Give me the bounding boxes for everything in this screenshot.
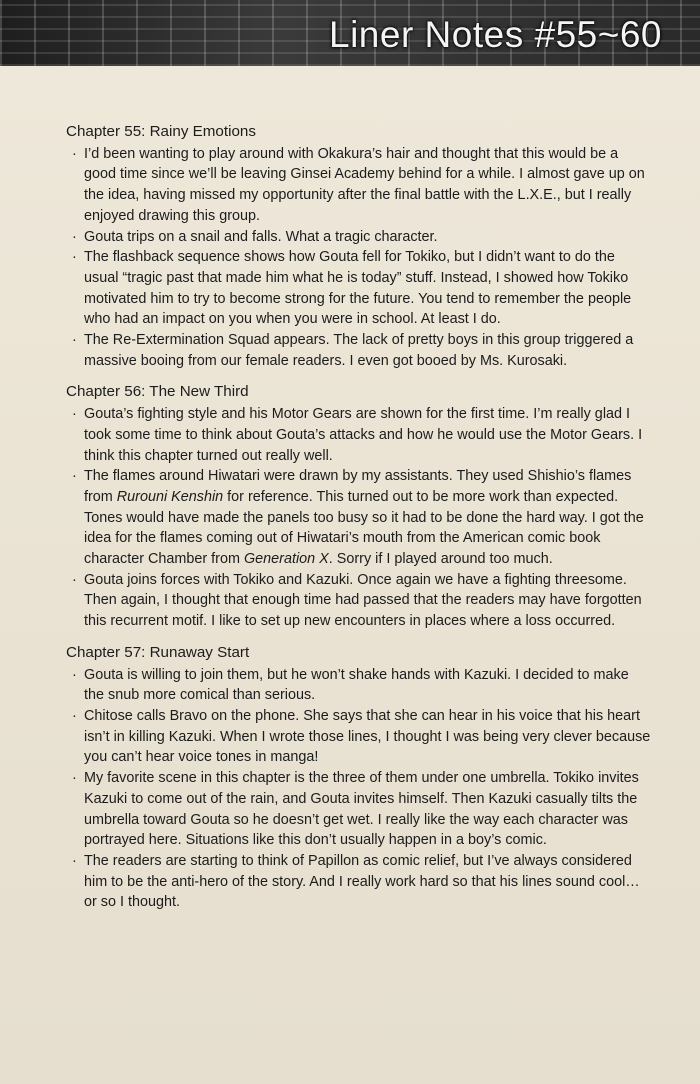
note-text-part: for reference. This turned out to be more work than expected. Tones would have made the panels too busy so it had to be done the hard way. I got the idea for the flames coming out of Hiwatari’s mouth from the American comic book character Chamber from: [84, 488, 644, 568]
work-title: Generation X: [243, 551, 329, 568]
note-text: The readers are starting to think of Papillon as comic relief, but I’ve always considered him to be the anti-hero of the story. And I really work hard so that his lines sound cool…or so I thought.: [84, 852, 640, 911]
note-text: Gouta is willing to join them, but he won’t shake hands with Kazuki. I decided to make the snub more comical than serious.: [84, 666, 629, 704]
note-item: [66, 330, 651, 371]
work-title: Rurouni Kenshin: [116, 488, 224, 505]
note-item: [66, 404, 651, 466]
note-text: My favorite scene in this chapter is the three of them under one umbrella. Tokiko invites Kazuki to come out of the rain, and Gouta invites himself. Then Kazuki casually tilts the umbrella toward Gouta so he doesn’t get wet. I really like the way each character was portrayed here. Situations like this don’t usually happen in a boy’s comic.: [84, 770, 639, 849]
page-title: Liner Notes #55~60: [329, 14, 662, 55]
note-item: [66, 227, 651, 248]
bullet-mark: ·: [72, 468, 77, 485]
bullet-mark: ·: [72, 145, 77, 162]
bullet-mark: ·: [72, 332, 77, 349]
note-text: Gouta joins forces with Tokiko and Kazuki. Once again we have a fighting threesome. Then again, I thought that enough time had passed that the readers may have forgotten this recurrent motif. I like to set up new encounters in places where a loss occurred.: [84, 571, 642, 630]
bullet-mark: ·: [72, 666, 77, 683]
chapter-title: Chapter 57: Runaway Start: [66, 643, 250, 661]
note-text: The flashback sequence shows how Gouta fell for Tokiko, but I didn’t want to do the usual “tragic past that made him what he is today” stuff. Instead, I showed how Tokiko motivated him to try to become strong for the future. You tend to remember the people who had an impact on you when you were in school. At least I do.: [84, 249, 632, 328]
bullet-mark: ·: [72, 852, 77, 869]
chapter-title: Chapter 56: The New Third: [66, 383, 249, 401]
bullet-mark: ·: [72, 249, 77, 266]
note-item: [66, 665, 651, 706]
note-text: Gouta trips on a snail and falls. What a tragic character.: [84, 228, 438, 245]
note-text: Gouta’s fighting style and his Motor Gears are shown for the first time. I’m really glad I took some time to think about Gouta’s attacks and how he would use the Motor Gears. I think this chapter turned out really well.: [84, 406, 643, 464]
note-item: [66, 706, 651, 768]
note-item: [66, 466, 651, 570]
note-item: [66, 144, 651, 227]
note-item: [66, 851, 651, 913]
liner-notes-body: [66, 122, 651, 924]
note-text-part: The flames around Hiwatari were drawn by my assistants. They used Shishio’s flames from: [84, 468, 632, 505]
bullet-mark: ·: [72, 228, 77, 245]
chapter-57: [66, 643, 651, 913]
note-text: The Re-Extermination Squad appears. The lack of pretty boys in this group triggered a massive booing from our female readers. I even got booed by Ms. Kurosaki.: [84, 332, 634, 369]
note-text: Chitose calls Bravo on the phone. She says that she can hear in his voice that his heart isn’t in killing Kazuki. When I wrote those lines, I thought I was being very clever because you can’t hear voice tones in manga!: [84, 707, 651, 766]
bullet-mark: ·: [72, 770, 77, 787]
bullet-mark: ·: [72, 406, 77, 423]
page-header-banner: [0, 0, 700, 66]
chapter-56: [66, 382, 651, 631]
chapter-title: Chapter 55: Rainy Emotions: [66, 123, 256, 140]
note-item: [66, 570, 651, 632]
bullet-mark: ·: [72, 571, 77, 588]
note-text: I’d been wanting to play around with Okakura’s hair and thought that this would be a good time since we’ll be leaving Ginsei Academy behind for a while. I almost gave up on the idea, having missed my opportunity after the final battle with the L.X.E., but I really enjoyed drawing this group.: [84, 145, 645, 224]
note-text-part: . Sorry if I played around too much.: [328, 551, 553, 568]
note-item: [66, 768, 651, 851]
chapter-55: [66, 122, 651, 371]
note-item: [66, 247, 651, 330]
bullet-mark: ·: [72, 707, 77, 724]
note-text: [84, 468, 644, 567]
